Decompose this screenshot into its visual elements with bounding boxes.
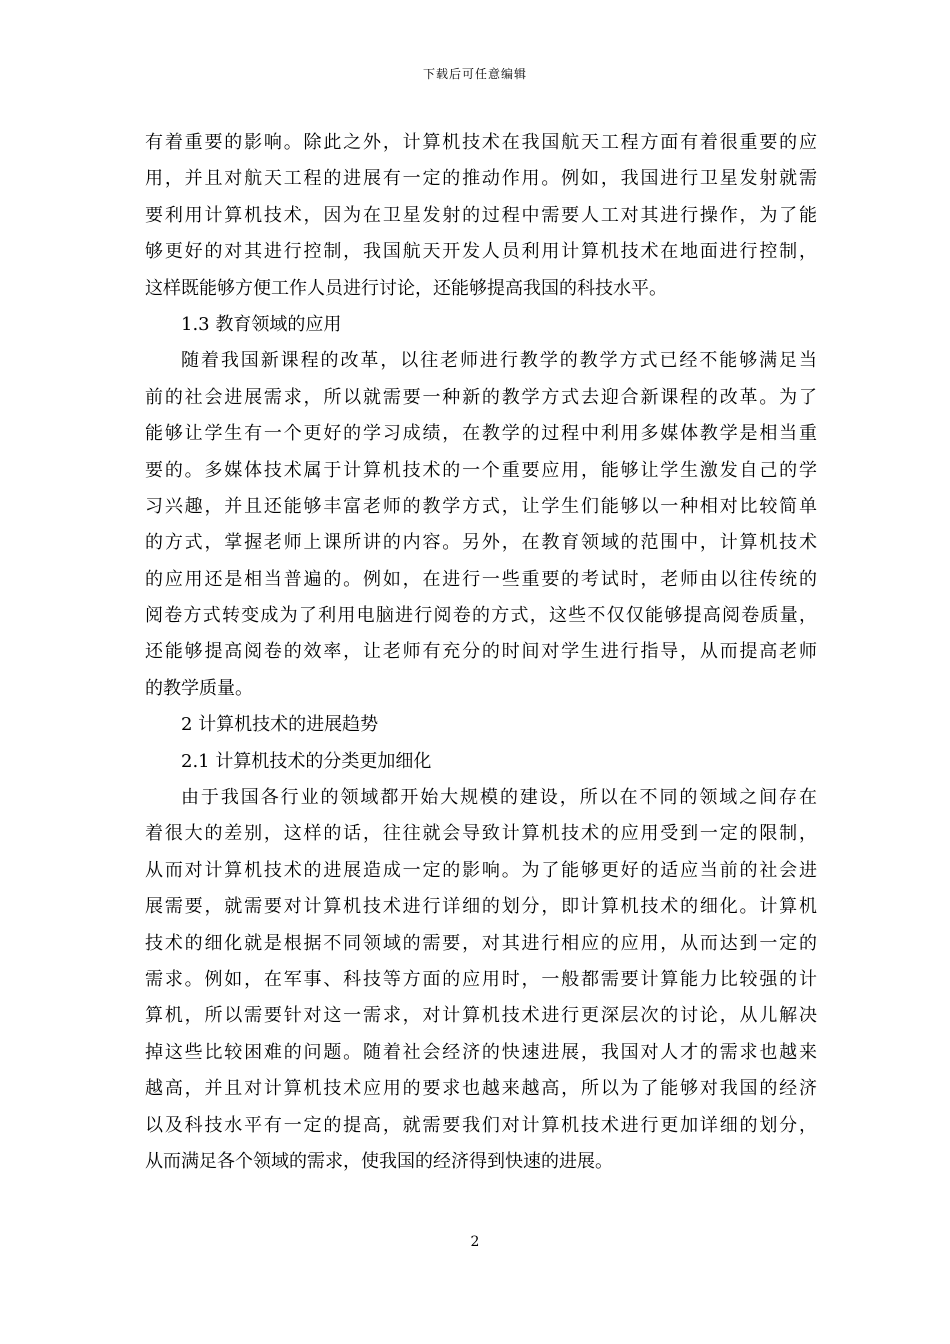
text-line: 还能够提高阅卷的效率，让老师有充分的时间对学生进行指导，从而提高老师 (145, 641, 817, 663)
text-line: 由于我国各行业的领域都开始大规模的建设，所以在不同的领域之间存在 (181, 787, 817, 809)
text-line: 从而满足各个领域的需求，使我国的经济得到快速的进展。 (145, 1150, 613, 1172)
text-line: 阅卷方式转变成为了利用电脑进行阅卷的方式，这些不仅仅能够提高阅卷质量， (145, 605, 817, 627)
heading-text: 1.3 教育领域的应用 (181, 313, 342, 335)
text-line: 要的。多媒体技术属于计算机技术的一个重要应用，能够让学生激发自己的学 (145, 459, 817, 481)
text-line: 这样既能够方便工作人员进行讨论，还能够提高我国的科技水平。 (145, 277, 667, 299)
paragraph (145, 125, 817, 307)
text-line: 的方式，掌握老师上课所讲的内容。另外，在教育领域的范围中，计算机技术 (145, 532, 817, 554)
text-line: 越高，并且对计算机技术应用的要求也越来越高，所以为了能够对我国的经济 (145, 1078, 817, 1100)
page-header: 下载后可任意编辑 (422, 67, 527, 81)
text-line: 要利用计算机技术，因为在卫星发射的过程中需要人工对其进行操作，为了能 (145, 204, 817, 226)
text-line: 的应用还是相当普遍的。例如，在进行一些重要的考试时，老师由以往传统的 (145, 568, 817, 590)
document-body (145, 125, 817, 1180)
text-line: 从而对计算机技术的进展造成一定的影响。为了能够更好的适应当前的社会进 (145, 859, 817, 881)
text-line: 着很大的差别，这样的话，往往就会导致计算机技术的应用受到一定的限制， (145, 823, 817, 845)
text-line: 前的社会进展需求，所以就需要一种新的教学方式去迎合新课程的改革。为了 (145, 386, 817, 408)
text-line: 够更好的对其进行控制，我国航天开发人员利用计算机技术在地面进行控制， (145, 241, 817, 263)
text-line: 算机，所以需要针对这一需求，对计算机技术进行更深层次的讨论，从儿解决 (145, 1005, 817, 1027)
text-line: 习兴趣，并且还能够丰富老师的教学方式，让学生们能够以一种相对比较简单 (145, 495, 817, 517)
paragraph (145, 780, 817, 1180)
text-line: 有着重要的影响。除此之外，计算机技术在我国航天工程方面有着很重要的应 (145, 132, 817, 153)
text-line: 能够让学生有一个更好的学习成绩，在教学的过程中利用多媒体教学是相当重 (145, 423, 817, 445)
text-line: 随着我国新课程的改革，以往老师进行教学的教学方式已经不能够满足当 (181, 350, 817, 372)
section-heading (145, 307, 817, 343)
text-line: 需求。例如，在军事、科技等方面的应用时，一般都需要计算能力比较强的计 (145, 968, 817, 990)
heading-text: 2 计算机技术的进展趋势 (181, 714, 379, 736)
text-line: 技术的细化就是根据不同领域的需要，对其进行相应的应用，从而达到一定的 (145, 932, 817, 954)
subsection-heading (145, 744, 817, 780)
paragraph (145, 343, 817, 707)
heading-text: 2.1 计算机技术的分类更加细化 (181, 750, 432, 772)
page-number: 2 (470, 1234, 480, 1250)
text-line: 的教学质量。 (145, 677, 253, 699)
text-line: 掉这些比较困难的问题。随着社会经济的快速进展，我国对人才的需求也越来 (145, 1041, 817, 1063)
section-heading (145, 707, 817, 743)
text-line: 以及科技水平有一定的提高，就需要我们对计算机技术进行更加详细的划分， (145, 1114, 817, 1136)
text-line: 展需要，就需要对计算机技术进行详细的划分，即计算机技术的细化。计算机 (145, 896, 817, 918)
text-line: 用，并且对航天工程的进展有一定的推动作用。例如，我国进行卫星发射就需 (145, 168, 817, 190)
